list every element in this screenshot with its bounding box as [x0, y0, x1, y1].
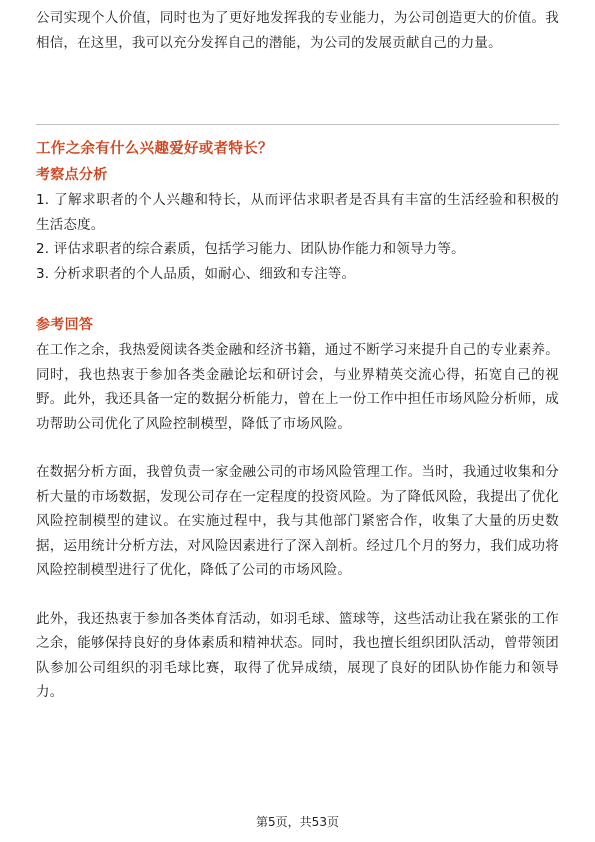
analysis-label: 考察点分析: [36, 167, 108, 183]
question-heading: 工作之余有什么兴趣爱好或者特长？: [36, 141, 273, 157]
answer-paragraph: 在工作之余，我热爱阅读各类金融和经济书籍，通过不断学习来提升自己的专业素养。同时，我也热衷于参加各类金融论坛和研讨会，与业界精英交流心得，拓宽自己的视野。此外，我还具备一定的数据分析能力，曾在上一份工作中担任市场风险分析师，成功帮助公司优化了风险控制模型，降低了市场风险。: [36, 342, 559, 432]
answer-body: [36, 338, 559, 729]
section-divider: [36, 124, 559, 125]
page-number: 第5页，共53页: [256, 815, 339, 829]
analysis-item: 2. 评估求职者的综合素质，包括学习能力、团队协作能力和领导力等。: [36, 241, 465, 257]
analysis-list: [36, 188, 559, 286]
intro-paragraph: 公司实现个人价值，同时也为了更好地发挥我的专业能力，为公司创造更大的价值。我相信，在这里，我可以充分发挥自己的潜能，为公司的发展贡献自己的力量。: [36, 10, 559, 51]
answer-label: 参考回答: [36, 317, 94, 333]
analysis-item: 3. 分析求职者的个人品质，如耐心、细致和专注等。: [36, 265, 356, 282]
answer-paragraph: 在数据分析方面，我曾负责一家金融公司的市场风险管理工作。当时，我通过收集和分析大量的市场数据，发现公司存在一定程度的投资风险。为了降低风险，我提出了优化风险控制模型的建议。在实施过程中，我与其他部门紧密合作，收集了大量的历史数据，运用统计分析方法，对风险因素进行了深入剖析。经过几个月的努力，我们成功将风险控制模型进行了优化，降低了公司的市场风险。: [36, 464, 559, 578]
answer-paragraph: 此外，我还热衷于参加各类体育活动，如羽毛球、篮球等，这些活动让我在紧张的工作之余，能够保持良好的身体素质和精神状态。同时，我也擅长组织团队活动，曾带领团队参加公司组织的羽毛球比赛，取得了优异成绩，展现了良好的团队协作能力和领导力。: [36, 610, 559, 700]
analysis-item: 1. 了解求职者的个人兴趣和特长，从而评估求职者是否具有丰富的生活经验和积极的生活态度。: [36, 192, 559, 233]
